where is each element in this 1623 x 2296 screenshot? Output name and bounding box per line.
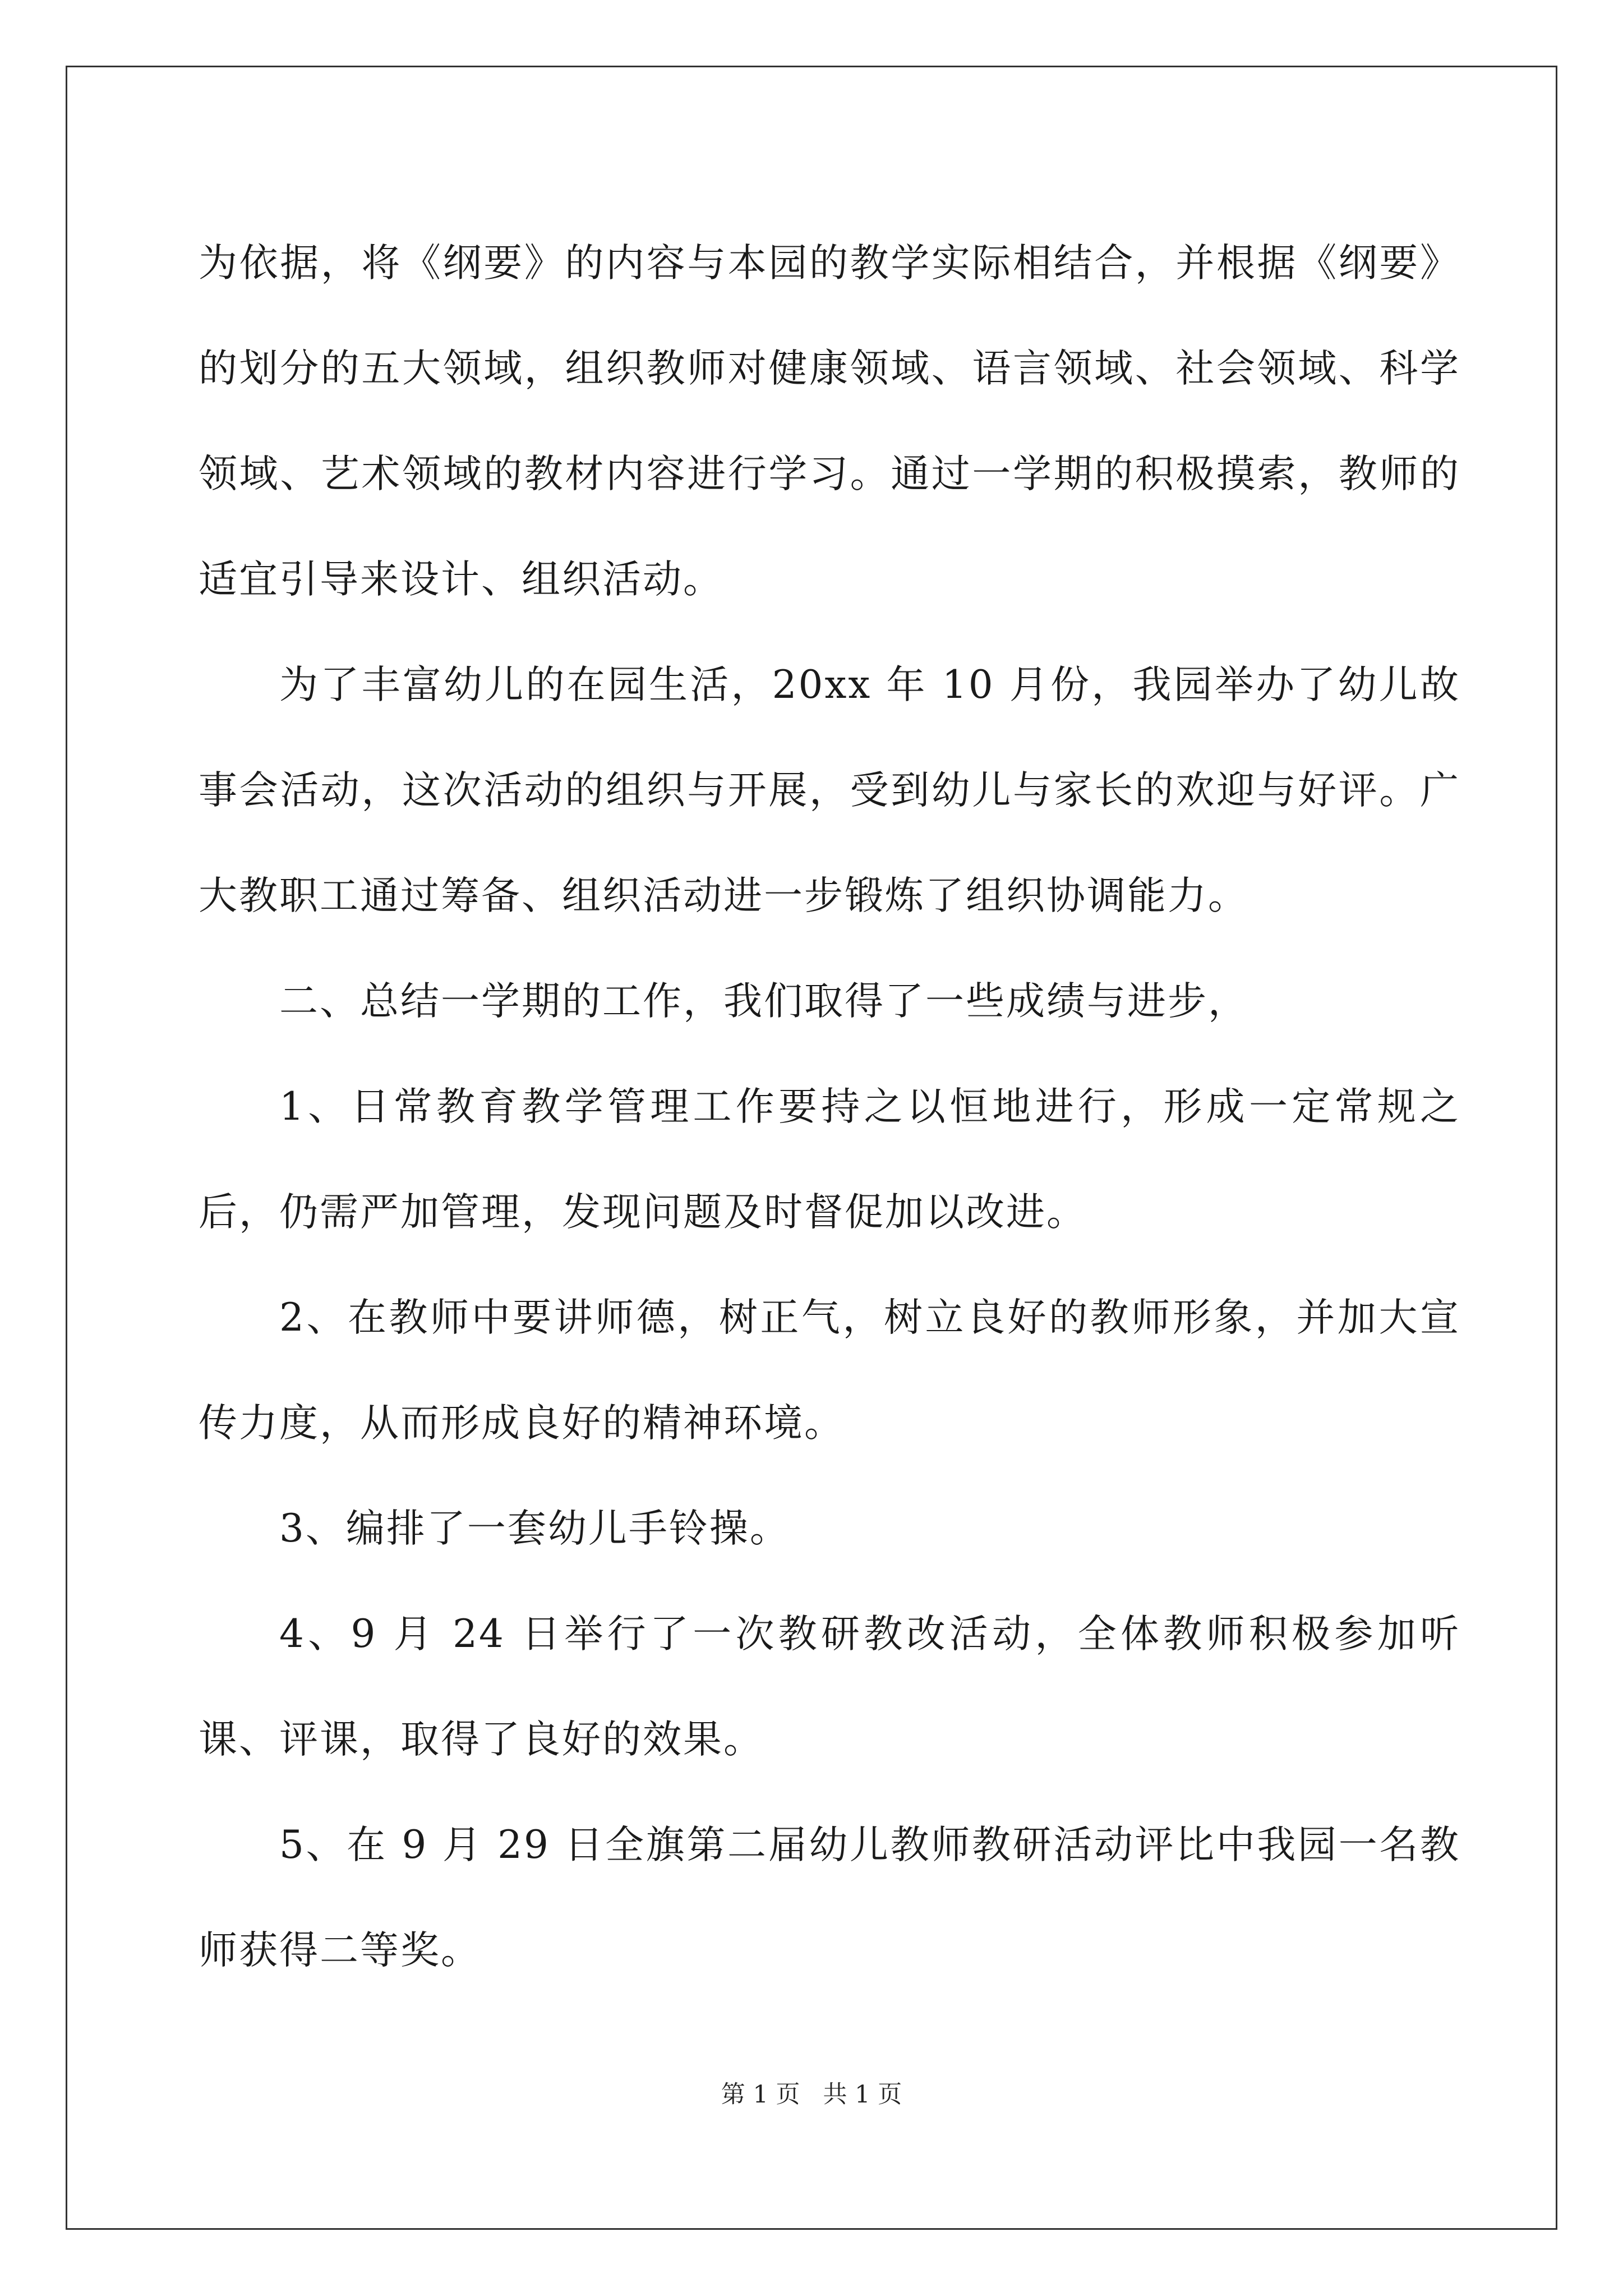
paragraph-continuation: 为依据，将《纲要》的内容与本园的教学实际相结合，并根据《纲要》的划分的五大领域，组织教师对健康领域、语言领域、社会领域、科学领域、艺术领域的教材内容进行学习。通过一学期的积极摸索，教师的适宜引导来设计、组织活动。 (199, 241, 1460, 602)
list-item-2: 2、在教师中要讲师德，树正气，树立良好的教师形象，并加大宣传力度，从而形成良好的精神环境。 (199, 1295, 1460, 1446)
page-total: 共 1 页 (823, 2081, 902, 2109)
list-item-3: 3、编排了一套幼儿手铃操。 (279, 1506, 790, 1551)
document-body (199, 210, 1460, 2003)
page-number: 第 1 页 (721, 2081, 800, 2109)
list-item-5: 5、在 9 月 29 日全旗第二届幼儿教师教研活动评比中我园一名教师获得二等奖。 (199, 1823, 1460, 1973)
page-footer (0, 2076, 1623, 2110)
section-heading-summary: 二、总结一学期的工作，我们取得了一些成绩与进步， (279, 979, 1248, 1024)
list-item-4: 4、9 月 24 日举行了一次教研教改活动，全体教师积极参加听课、评课，取得了良好的效果。 (199, 1612, 1460, 1762)
list-item-1: 1、日常教育教学管理工作要持之以恒地进行，形成一定常规之后，仍需严加管理，发现问题及时督促加以改进。 (199, 1084, 1460, 1235)
paragraph-story-event: 为了丰富幼儿的在园生活，20xx 年 10 月份，我园举办了幼儿故事会活动，这次活动的组织与开展，受到幼儿与家长的欢迎与好评。广大教职工通过筹备、组织活动进一步锻炼了组织协调能力。 (199, 662, 1460, 918)
